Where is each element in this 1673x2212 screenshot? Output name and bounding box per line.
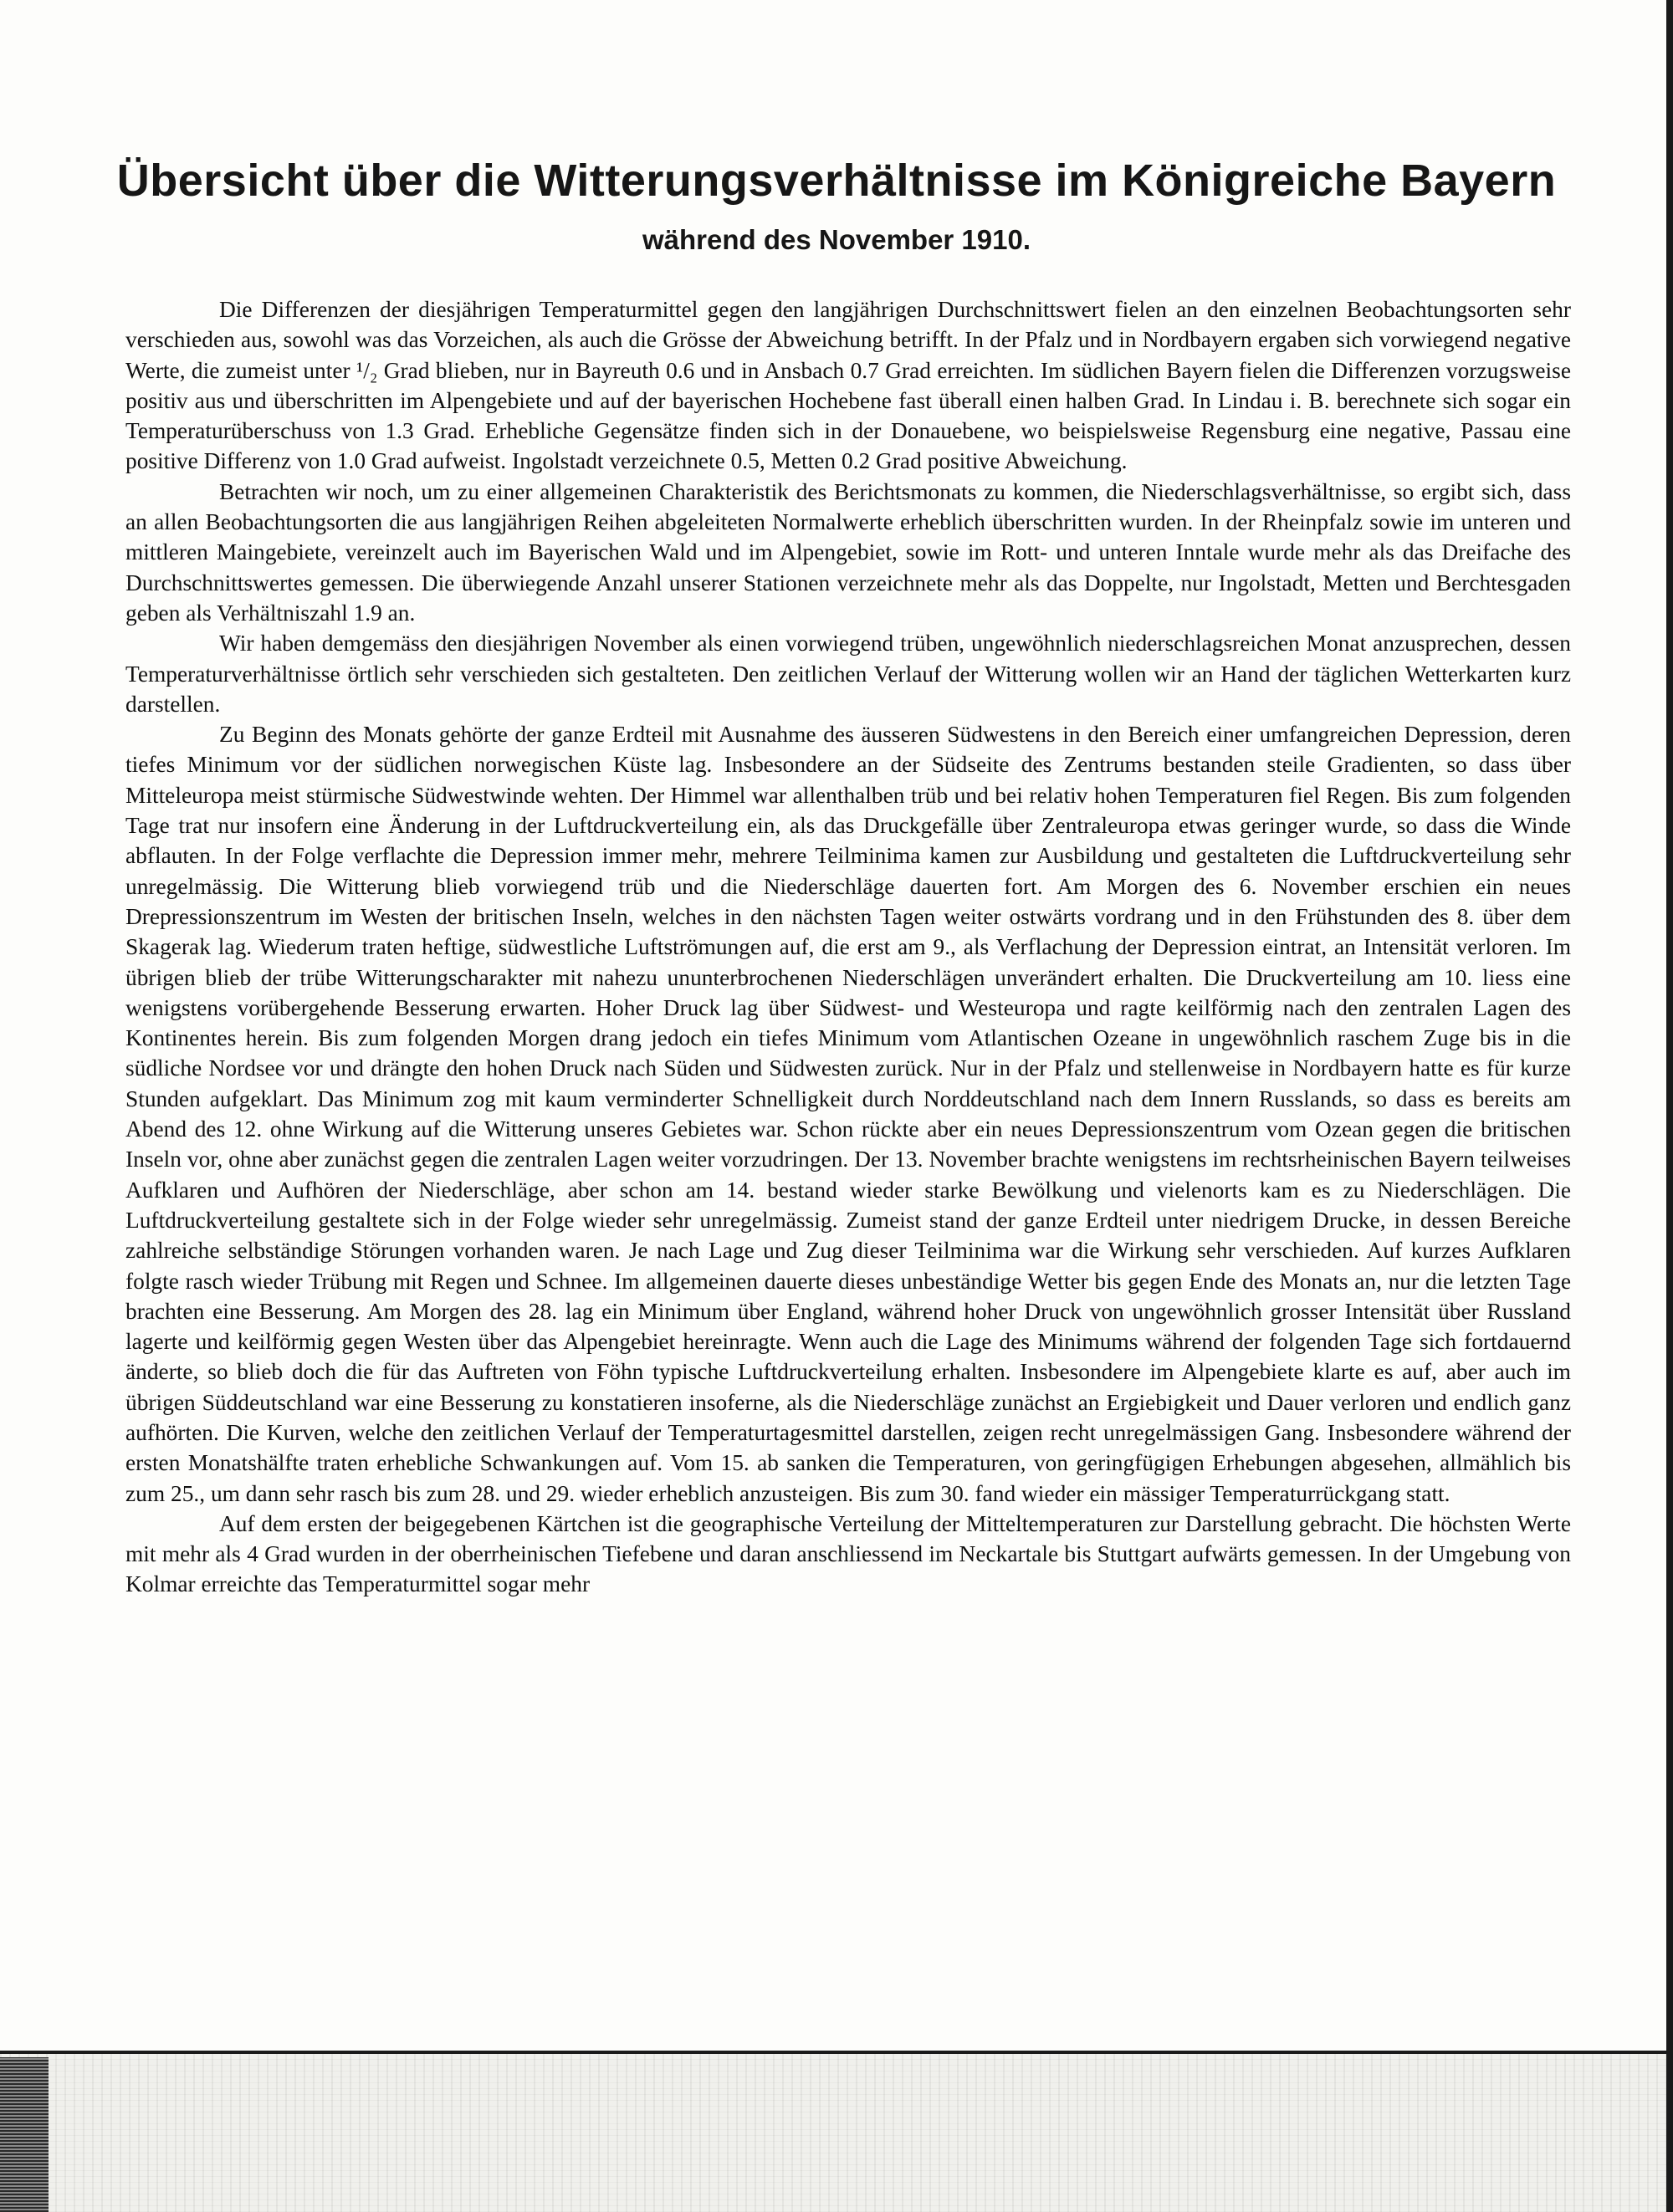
scanner-bed-area (0, 2054, 1673, 2212)
paragraph-temperature-map: Auf dem ersten der beigegebenen Kärtchen ist die geographische Verteilung der Mitteltemperaturen zur Darstellung gebracht. Die höchsten Werte mit mehr als 4 Grad wurden in der oberrheinischen Tiefebene und daran anschliessend im Neckartale bis Stuttgart aufwärts gemessen. In der Umgebung von Kolmar erreichte das Temperaturmittel sogar mehr (125, 1510, 1571, 1597)
page-right-edge (1666, 0, 1673, 2212)
paragraph-weather-course: Zu Beginn des Monats gehörte der ganze Erdteil mit Ausnahme des äusseren Südwestens in den Bereich einer umfangreichen Depression, deren tiefes Minimum vor der südlichen norwegischen Küste lag. Insbesondere an der Südseite des Zentrums bestanden steile Gradienten, so dass über Mitteleuropa meist stürmische Südwestwinde wehten. Der Himmel war allenthalben trüb und bei relativ hohen Temperaturen fiel Regen. Bis zum folgenden Tage trat nur insofern eine Änderung in der Luftdruckverteilung ein, als das Druckgefälle über Zentraleuropa etwas geringer wurde, so dass die Winde abflauten. In der Folge verflachte die Depression immer mehr, mehrere Teilminima kamen zur Ausbildung und gestalteten die Luftdruckverteilung sehr unregelmässig. Die Witterung blieb vorwiegend trüb und die Niederschläge dauerten fort. Am Morgen des 6. November erschien ein neues Drepressionszentrum im Westen der britischen Inseln, welches in den nächsten Tagen weiter ostwärts vordrang und in den Frühstunden des 8. über dem Skagerak lag. Wiederum traten heftige, südwestliche Luftströmungen auf, die erst am 9., als Verflachung der Depression eintrat, an Intensität verloren. Im übrigen blieb der trübe Witterungscharakter mit nahezu ununterbrochenen Niederschlägen unverändert erhalten. Die Druckverteilung am 10. liess eine wenigstens vorübergehende Besserung erwarten. Hoher Druck lag über Südwest- und Westeuropa und ragte keilförmig nach den zentralen Lagen des Kontinentes herein. Bis zum folgenden Morgen drang jedoch ein tiefes Minimum vom Atlantischen Ozeane in ungewöhnlich raschem Zuge bis in die südliche Nordsee vor und drängte den hohen Druck nach Süden und Südwesten zurück. Nur in der Pfalz und stellenweise in Nordbayern hatte es für kurze Stunden aufgeklart. Das Minimum zog mit kaum verminderter Schnelligkeit durch Norddeutschland nach dem Innern Russlands, so dass es bereits am Abend des 12. ohne Wirkung auf die Witterung unseres Gebietes war. Schon rückte aber ein neues Depressionszentrum vom Ozean gegen die britischen Inseln vor, ohne aber zunächst gegen die zentralen Lagen weiter vorzudringen. Der 13. November brachte wenigstens im rechtsrheinischen Bayern teilweises Aufklaren und Aufhören der Niederschläge, aber schon am 14. bestand wieder starke Bewölkung und vielenorts kam es zu Niederschlägen. Die Luftdruckverteilung gestaltete sich in der Folge wieder sehr unregelmässig. Zumeist stand der ganze Erdteil unter niedrigem Drucke, in dessen Bereiche zahlreiche selbständige Störungen vorhanden waren. Je nach Lage und Zug dieser Teilminima war die Wirkung sehr verschieden. Auf kurzes Aufklaren folgte rasch wieder Trübung mit Regen und Schnee. Im allgemeinen dauerte dieses unbeständige Wetter bis gegen Ende des Monats an, nur die letzten Tage brachten eine Besserung. Am Morgen des 28. lag ein Minimum über England, während hoher Druck von ungewöhnlich grosser Intensität über Russland lagerte und keilförmig gegen Westen über das Alpengebiet hereinragte. Wenn auch die Lage des Minimums während der folgenden Tage sich fortdauernd änderte, so blieb doch die für das Auftreten von Föhn typische Luftdruckverteilung erhalten. Insbesondere im Alpengebiete klarte es auf, aber auch im übrigen Süddeutschland war eine Besserung zu konstatieren insoferne, als die Niederschläge zunächst an Ergiebigkeit und Dauer verloren und endlich ganz aufhörten. Die Kurven, welche den zeitlichen Verlauf der Temperaturtagesmittel darstellen, zeigen recht unregelmässigen Gang. Insbesondere während der ersten Monatshälfte traten erhebliche Schwankungen auf. Vom 15. ab sanken die Temperaturen, von geringfügigen Erhebungen abgesehen, allmählich bis zum 25., um dann sehr rasch bis zum 28. und 29. wieder erheblich anzusteigen. Bis zum 30. fand wieder ein mässiger Temperaturrückgang statt. (125, 722, 1571, 1506)
paragraph-precipitation: Betrachten wir noch, um zu einer allgemeinen Charakteristik des Berichtsmonats zu kommen, die Niederschlagsverhältnisse, so ergibt sich, dass an allen Beobachtungsorten die aus langjährigen Reihen abgeleiteten Normalwerte erheblich überschritten wurden. In der Rheinpfalz sowie im unteren und mittleren Maingebiete, vereinzelt auch im Bayerischen Wald und im Alpengebiet, sowie im Rott- und unteren Inntale wurde mehr als das Dreifache des Durchschnittswertes gemessen. Die überwiegende Anzahl unserer Stationen verzeichnete mehr als das Doppelte, nur Ingolstadt, Metten und Berchtesgaden geben als Verhältniszahl 1.9 an. (125, 478, 1571, 626)
page-title: Übersicht über die Witterungsverhältnisse im Königreiche Bayern (116, 156, 1557, 206)
binding-shadow (0, 2057, 49, 2212)
paragraph-summary: Wir haben demgemäss den diesjährigen November als einen vorwiegend trüben, ungewöhnlich niederschlagsreichen Monat anzusprechen, dessen Temperaturverhältnisse örtlich sehr verschieden sich gestalteten. Den zeitlichen Verlauf der Witterung wollen wir an Hand der täglichen Wetterkarten kurz darstellen. (125, 631, 1571, 717)
paragraph-temperature: Die Differenzen der diesjährigen Temperaturmittel gegen den langjährigen Durchschnittswert fielen an den einzelnen Beobachtungsorten sehr verschieden aus, sowohl was das Vorzeichen, als auch die Grösse der Abweichung betrifft. In der Pfalz und in Nordbayern ergaben sich vorwiegend negative Werte, die zumeist unter ¹/₂ Grad blieben, nur in Bayreuth 0.6 und in Ansbach 0.7 Grad erreichten. Im südlichen Bayern fielen die Differenzen vorzugsweise positiv aus und überschritten im Alpengebiete und auf der bayerischen Hochebene fast überall einen halben Grad. In Lindau i. B. berechnete sich sogar ein Temperaturüberschuss von 1.3 Grad. Erhebliche Gegensätze finden sich in der Donauebene, wo beispielsweise Regensburg eine negative, Passau eine positive Differenz von 1.0 Grad aufweist. Ingolstadt verzeichnete 0.5, Metten 0.2 Grad positive Abweichung. (125, 297, 1571, 474)
page-subtitle: während des November 1910. (642, 224, 1031, 255)
body-text (125, 294, 1571, 1600)
